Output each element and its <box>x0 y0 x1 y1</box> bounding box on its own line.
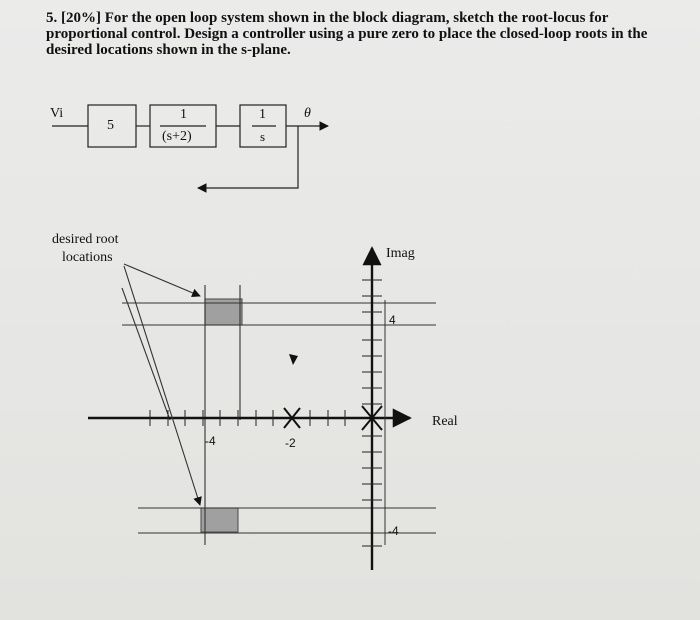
real-tick-minus-2: -2 <box>285 436 296 450</box>
block-diagram <box>52 105 328 188</box>
annotation-pointers <box>124 264 200 505</box>
imag-axis-label: Imag <box>386 246 415 261</box>
integrator-denominator: s <box>260 129 266 144</box>
question-body: For the open loop system shown in the block diagram, sketch the root-locus for proportional control. Design a controller using a pure zero to place the closed-loop roots in the desired locations shown in the s-plane. <box>46 10 648 58</box>
guide-line-slant <box>122 288 170 420</box>
pointer-to-upper-root <box>124 264 200 296</box>
pointer-to-lower-root <box>124 266 200 505</box>
locus-direction-arrow <box>289 354 298 365</box>
real-axis-label: Real <box>432 414 458 429</box>
question-number: 5. [20%] <box>46 10 101 26</box>
s-plane <box>88 248 436 570</box>
imag-tick-4: 4 <box>389 313 396 327</box>
output-label: θ <box>304 106 311 121</box>
real-tick-minus-4: -4 <box>205 434 216 448</box>
integrator-numerator: 1 <box>259 107 266 122</box>
imag-tick-minus-4: -4 <box>388 524 399 538</box>
annotation-locations: locations <box>62 250 113 265</box>
gain-value: 5 <box>107 118 114 133</box>
plant-numerator: 1 <box>180 107 187 122</box>
annotation-desired-root: desired root <box>52 232 119 247</box>
desired-root-box-lower <box>201 508 238 532</box>
input-label: Vi <box>50 106 64 121</box>
plant-denominator: (s+2) <box>162 129 192 144</box>
feedback-path <box>198 126 298 188</box>
